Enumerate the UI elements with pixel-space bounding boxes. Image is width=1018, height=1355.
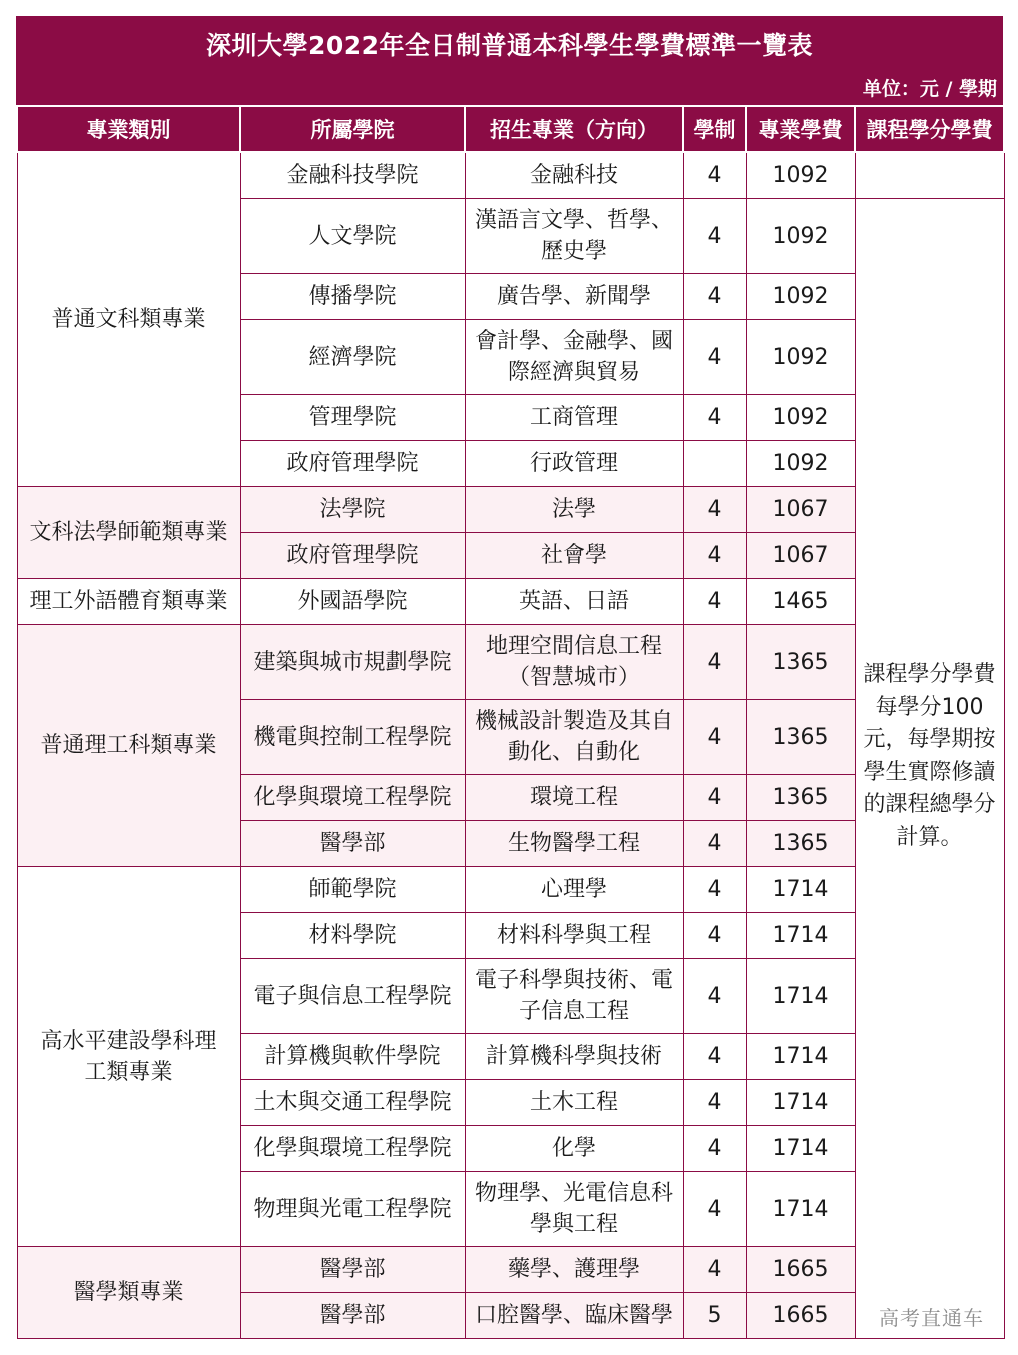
college-cell: 金融科技學院 (240, 152, 465, 199)
years-cell: 4 (683, 867, 746, 913)
years-cell: 4 (683, 320, 746, 395)
years-cell: 4 (683, 533, 746, 579)
college-cell: 化學與環境工程學院 (240, 1126, 465, 1172)
credit-fee-note: 課程學分學費每學分100元，每學期按學生實際修讀的課程總學分計算。 (863, 662, 996, 850)
years-cell: 4 (683, 199, 746, 274)
college-cell: 管理學院 (240, 395, 465, 441)
fee-cell: 1092 (746, 320, 855, 395)
category-cell: 高水平建設學科理工類專業 (17, 867, 240, 1247)
major-cell: 會計學、金融學、國際經濟與貿易 (465, 320, 683, 395)
major-cell: 藥學、護理學 (465, 1247, 683, 1293)
years-cell: 4 (683, 579, 746, 625)
major-cell: 化學 (465, 1126, 683, 1172)
years-cell: 4 (683, 395, 746, 441)
major-cell: 物理學、光電信息科學與工程 (465, 1172, 683, 1247)
fee-cell: 1665 (746, 1293, 855, 1339)
fee-cell: 1665 (746, 1247, 855, 1293)
table-row (17, 152, 1004, 199)
years-cell: 4 (683, 152, 746, 199)
category-cell: 醫學類專業 (17, 1247, 240, 1339)
years-cell: 4 (683, 959, 746, 1034)
major-cell: 心理學 (465, 867, 683, 913)
fee-cell: 1714 (746, 959, 855, 1034)
college-cell: 經濟學院 (240, 320, 465, 395)
fee-cell: 1714 (746, 1034, 855, 1080)
credit-fee-note-cell (855, 199, 1004, 1339)
major-cell: 社會學 (465, 533, 683, 579)
category-cell: 普通理工科類專業 (17, 625, 240, 867)
years-cell: 4 (683, 487, 746, 533)
major-cell: 生物醫學工程 (465, 821, 683, 867)
major-cell: 機械設計製造及其自動化、自動化 (465, 700, 683, 775)
college-cell: 政府管理學院 (240, 533, 465, 579)
college-cell: 師範學院 (240, 867, 465, 913)
years-cell: 4 (683, 625, 746, 700)
fee-cell: 1092 (746, 199, 855, 274)
fee-cell: 1714 (746, 1080, 855, 1126)
college-cell: 化學與環境工程學院 (240, 775, 465, 821)
years-cell: 4 (683, 1080, 746, 1126)
header-major: 招生專業（方向） (465, 106, 683, 152)
fee-cell: 1365 (746, 775, 855, 821)
major-cell: 電子科學與技術、電子信息工程 (465, 959, 683, 1034)
fee-cell: 1714 (746, 1172, 855, 1247)
fee-table (16, 105, 1005, 1339)
fee-cell: 1365 (746, 821, 855, 867)
fee-cell: 1067 (746, 533, 855, 579)
page-title: 深圳大學2022年全日制普通本科學生學費標準一覽表 (205, 31, 814, 60)
college-cell: 外國語學院 (240, 579, 465, 625)
major-cell: 計算機科學與技術 (465, 1034, 683, 1080)
years-cell: 4 (683, 1172, 746, 1247)
major-cell: 英語、日語 (465, 579, 683, 625)
major-cell: 行政管理 (465, 441, 683, 487)
major-cell: 口腔醫學、臨床醫學 (465, 1293, 683, 1339)
unit-label: 单位：元 / 學期 (862, 78, 997, 100)
years-cell: 4 (683, 913, 746, 959)
header-row (17, 106, 1004, 152)
header-college: 所屬學院 (240, 106, 465, 152)
college-cell: 物理與光電工程學院 (240, 1172, 465, 1247)
college-cell: 人文學院 (240, 199, 465, 274)
fee-cell: 1465 (746, 579, 855, 625)
title-bar (16, 16, 1003, 105)
years-cell: 4 (683, 1126, 746, 1172)
college-cell: 醫學部 (240, 1247, 465, 1293)
watermark: 高考直通车 (879, 1306, 984, 1330)
major-cell: 漢語言文學、哲學、歷史學 (465, 199, 683, 274)
years-cell (683, 441, 746, 487)
fee-cell: 1365 (746, 625, 855, 700)
fee-cell: 1092 (746, 274, 855, 320)
fee-cell: 1714 (746, 867, 855, 913)
header-credit-fee: 課程學分學費 (855, 106, 1004, 152)
years-cell: 5 (683, 1293, 746, 1339)
years-cell: 4 (683, 1247, 746, 1293)
college-cell: 計算機與軟件學院 (240, 1034, 465, 1080)
years-cell: 4 (683, 700, 746, 775)
fee-sheet (16, 16, 1003, 1339)
college-cell: 傳播學院 (240, 274, 465, 320)
fee-cell: 1365 (746, 700, 855, 775)
college-cell: 醫學部 (240, 1293, 465, 1339)
college-cell: 土木與交通工程學院 (240, 1080, 465, 1126)
fee-cell: 1092 (746, 152, 855, 199)
college-cell: 材料學院 (240, 913, 465, 959)
major-cell: 法學 (465, 487, 683, 533)
credit-fee-cell (855, 152, 1004, 199)
category-cell: 普通文科類專業 (17, 152, 240, 487)
college-cell: 法學院 (240, 487, 465, 533)
fee-cell: 1092 (746, 441, 855, 487)
major-cell: 工商管理 (465, 395, 683, 441)
major-cell: 土木工程 (465, 1080, 683, 1126)
major-cell: 金融科技 (465, 152, 683, 199)
years-cell: 4 (683, 775, 746, 821)
major-cell: 廣告學、新聞學 (465, 274, 683, 320)
fee-cell: 1067 (746, 487, 855, 533)
header-years: 學制 (683, 106, 746, 152)
major-cell: 地理空間信息工程（智慧城市） (465, 625, 683, 700)
fee-cell: 1714 (746, 1126, 855, 1172)
header-fee: 專業學費 (746, 106, 855, 152)
category-cell: 理工外語體育類專業 (17, 579, 240, 625)
major-cell: 材料科學與工程 (465, 913, 683, 959)
years-cell: 4 (683, 274, 746, 320)
years-cell: 4 (683, 1034, 746, 1080)
college-cell: 電子與信息工程學院 (240, 959, 465, 1034)
major-cell: 環境工程 (465, 775, 683, 821)
category-cell: 文科法學師範類專業 (17, 487, 240, 579)
fee-cell: 1092 (746, 395, 855, 441)
college-cell: 建築與城市規劃學院 (240, 625, 465, 700)
header-category: 專業類別 (17, 106, 240, 152)
college-cell: 機電與控制工程學院 (240, 700, 465, 775)
fee-cell: 1714 (746, 913, 855, 959)
years-cell: 4 (683, 821, 746, 867)
college-cell: 醫學部 (240, 821, 465, 867)
college-cell: 政府管理學院 (240, 441, 465, 487)
